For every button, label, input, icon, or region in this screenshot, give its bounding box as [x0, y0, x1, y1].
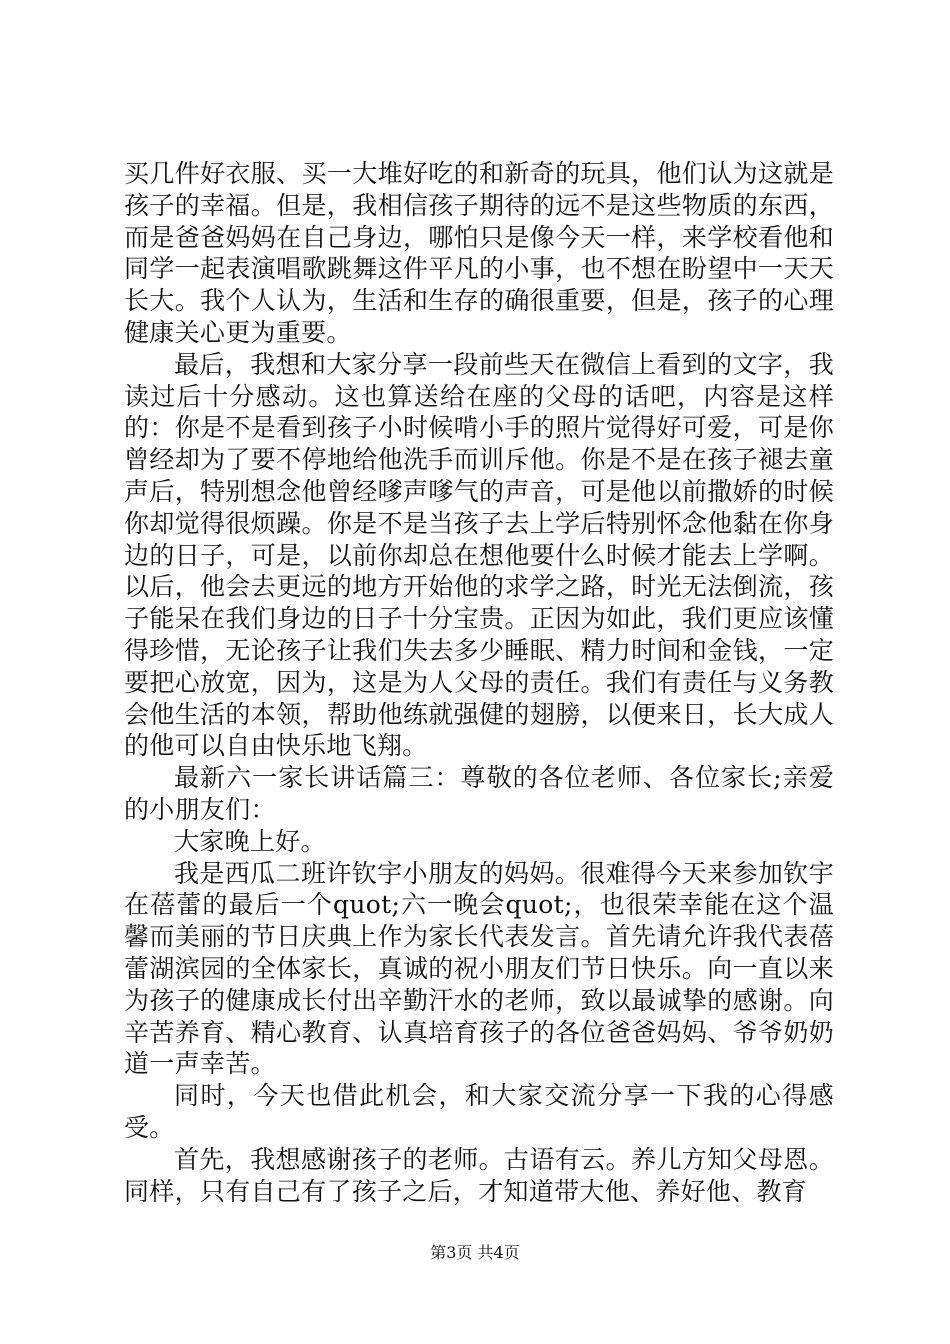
paragraph-final-thoughts: 最后，我想和大家分享一段前些天在微信上看到的文字，我读过后十分感动。这也算送给在座的父母的话吧，内容是这样的：你是不是看到孩子小时候啃小手的照片觉得好可爱，可是你曾经却为了要不停地给他洗手而训斥他。你是不是在孩子褪去童声后，特别想念他曾经嗲声嗲气的声音，可是他以前撒娇的时候你却觉得很烦躁。你是不是当孩子去上学后特别怀念他黏在你身边的日子，可是，以前你却总在想他要什么时候才能去上学啊。以后，他会去更远的地方开始他的求学之路，时光无法倒流，孩子能呆在我们身边的日子十分宝贵。正因为如此，我们更应该懂得珍惜，无论孩子让我们失去多少睡眠、精力时间和金钱，一定要把心放宽，因为，这是为人父母的责任。我们有责任与义务教会他生活的本领，帮助他练就强健的翅膀，以便来日，长大成人的他可以自由快乐地飞翔。 [124, 349, 834, 761]
paragraph-thanks-teachers: 首先，我想感谢孩子的老师。古语有云。养儿方知父母恩。同样，只有自己有了孩子之后，才知道带大他、养好他、教育 [124, 1144, 834, 1206]
paragraph-section-heading: 最新六一家长讲话篇三：尊敬的各位老师、各位家长;亲爱的小朋友们： [124, 763, 834, 824]
paragraph-continuation: 买几件好衣服、买一大堆好吃的和新奇的玩具，他们认为这就是孩子的幸福。但是，我相信孩子期待的远不是这些物质的东西，而是爸爸妈妈在自己身边，哪怕只是像今天一样，来学校看他和同学一起表演唱歌跳舞这件平凡的小事，也不想在盼望中一天天长大。我个人认为，生活和生存的确很重要，但是，孩子的心理健康关心更为重要。 [124, 159, 834, 347]
page-number-footer: 第3页 共4页 [430, 1243, 520, 1262]
paragraph-sharing: 同时，今天也借此机会，和大家交流分享一下我的心得感受。 [124, 1081, 834, 1142]
paragraph-introduction: 我是西瓜二班许钦宇小朋友的妈妈。很难得今天来参加钦宇在蓓蕾的最后一个quot;六一晚会quot;，也很荣幸能在这个温馨而美丽的节日庆典上作为家长代表发言。首先请允许我代表蓓蕾湖滨园的全体家长，真诚的祝小朋友们节日快乐。向一直以来为孩子的健康成长付出辛勤汗水的老师，致以最诚挚的感谢。向辛苦养育、精心教育、认真培育孩子的各位爸爸妈妈、爷爷奶奶道一声幸苦。 [124, 858, 834, 1079]
document-body [124, 158, 834, 1207]
paragraph-greeting: 大家晚上好。 [174, 826, 326, 856]
